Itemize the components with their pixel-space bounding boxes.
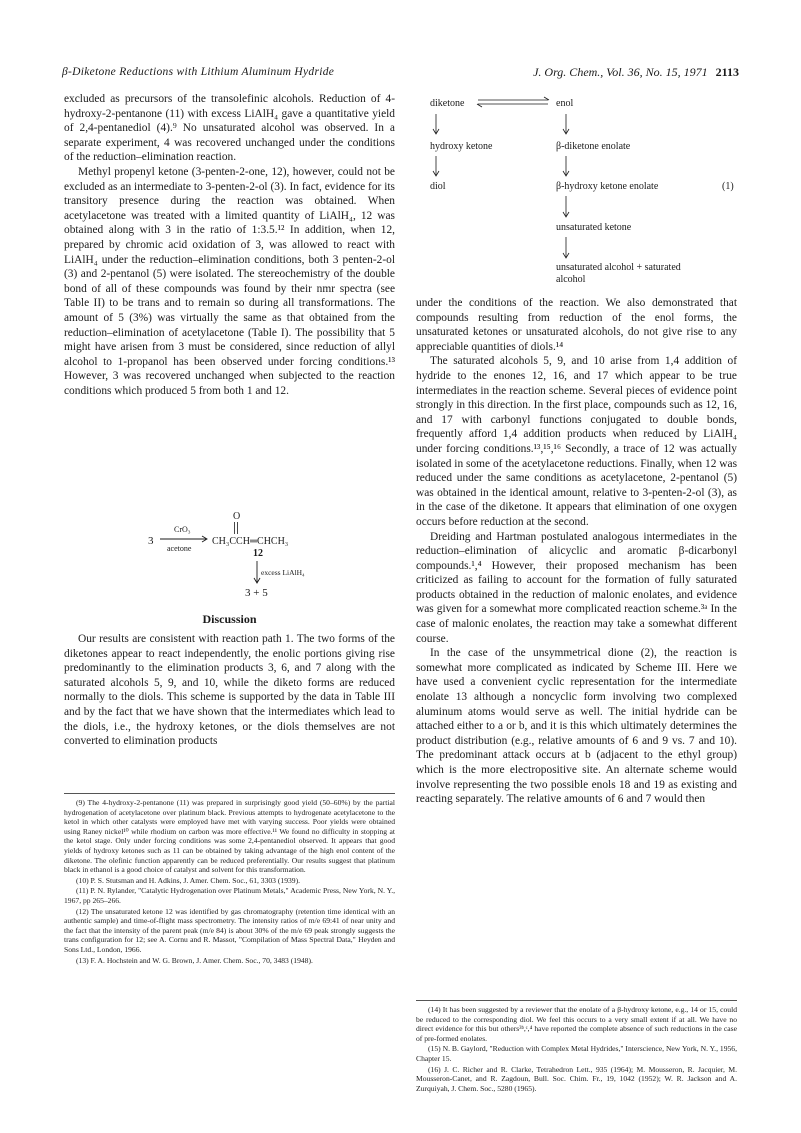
- scheme-unsaturated-ketone: unsaturated ketone: [556, 222, 632, 233]
- footnote: (12) The unsaturated ketone 12 was identified by gas chromatography (retention time identical with an authentic sample) and time-of-flight mass spectrometry. The intensity ratios of m/e 69:41 of near unity and the fact that the intensity of the parent peak (m/e 84) is about 30% of the m/e 69 peak strongly suggests the trans configuration for 12; see A. Cornu and R. Massot, "Compilation of Mass Spectral Data," Heyden and Sons Ltd., London, 1966.: [64, 906, 395, 954]
- scheme-final-products: 3 + 5: [245, 587, 268, 599]
- scheme-final-line1: unsaturated alcohol + saturated: [556, 262, 681, 273]
- scheme-final-line2: alcohol: [556, 274, 586, 285]
- reaction-scheme-1: [416, 92, 746, 292]
- footnote: (15) N. B. Gaylord, "Reduction with Complex Metal Hydrides," Interscience, New York, N. Y., 1956, Chapter 15.: [416, 1044, 737, 1063]
- paragraph: Our results are consistent with reaction path 1. The two forms of the diketones appear to react independently, the enolic portions giving rise predominantly to the elimination products 3, 6, and 7 along with the saturated alcohols 5, 9, and 10, while the diketo forms are reduced normally to the diols. This scheme is supported by the data in Table III and by the fact that we have shown that the intermediates which lead to the diols, i.e., the hydroxy ketones, or the diols themselves are not converted to elimination products: [64, 633, 395, 748]
- scheme-hydroxy-ketone: hydroxy ketone: [430, 141, 493, 152]
- footnote: (10) P. S. Stutsman and H. Adkins, J. Amer. Chem. Soc., 61, 3303 (1939).: [76, 875, 301, 885]
- paragraph: Dreiding and Hartman postulated analogous intermediates in the reduction–elimination of alicyclic and aromatic β-dicarbonyl compounds.¹,⁴ However, their proposed mechanism has been criticized as failing to account for the formation of fully saturated products obtained in the reduction of malonic enolates, and evidence was given for a somewhat more complicated reaction scheme.³ᵃ In the case of malonic enolates, the reaction may take a somewhat different course.: [416, 530, 737, 645]
- scheme-diketone: diketone: [430, 98, 465, 109]
- equation-number: (1): [722, 181, 734, 192]
- paragraph: Methyl propenyl ketone (3-penten-2-one, 12), however, could not be excluded as an intermediate to 3-penten-2-ol (3). In fact, evidence for its transitory presence during the reaction was obtained. When acetylacetone was treated with a limited quantity of LiAlH₄, 12 was obtained along with 3 in the ratio of 1:3.5.¹² In addition, when 12, prepared by chromic acid oxidation of 3, was allowed to react with LiAlH₄ under the reduction–elimination conditions, both 3 penten-2-ol (3) and 2-pentanol (5) were isolated. The stereochemistry of the double bond of all of these compounds was found by their nmr spectra (see Table II) to be trans and to remain so during all transformations. The amount of 5 (3%) was virtually the same as that obtained from the reduction–elimination of acetylacetone (Table I). The possibility that 5 might have arisen from 3 must be considered, since reduction of allyl alcohol to 1-propanol has been observed under forcing conditions.¹³ However, 3 was recovered unchanged when subjected to the reaction conditions which produced 5 from both 1 and 12.: [64, 165, 395, 397]
- paragraph: In the case of the unsymmetrical dione (2), the reaction is somewhat more complicated as indicated by Scheme III. Here we have used a convenient cyclic representation for the intermediate enolate 13 although a noncyclic form involving two complexed aluminum atoms would serve as well. The initial hydride can be attached either to a or b, and it is this which ultimately determines the product distribution (e.g., relative amounts of 6 and 9 vs. 7 and 10). The predominant attack occurs at b (adjacent to the ethyl group) which is the more electropositive site. An alternate scheme would involve representing the two possible enols 18 and 19 as existing and reacting separately. The relative amounts of 6 and 7 would then: [416, 647, 737, 806]
- reagent-top: CrO₃: [174, 525, 191, 534]
- reaction-scheme-oxidation: [140, 505, 360, 605]
- journal-citation: [533, 65, 739, 80]
- reagent-bottom: acetone: [167, 544, 192, 553]
- scheme-start: 3: [148, 535, 154, 547]
- section-heading-discussion: Discussion: [202, 612, 257, 626]
- product-formula: CH₃CCH═CHCH₃: [212, 536, 289, 547]
- paragraph: under the conditions of the reaction. We also demonstrated that compounds resulting from reduction of the enol forms, the unsaturated ketones or unsaturated alcohols, do not give rise to any appreciable quantities of diols.¹⁴: [416, 297, 737, 353]
- running-title: β-Diketone Reductions with Lithium Aluminum Hydride: [62, 66, 335, 78]
- left-column-text: [64, 92, 395, 398]
- reagent-lialh4: excess LiAlH₄: [261, 568, 305, 577]
- footnote: (9) The 4-hydroxy-2-pentanone (11) was prepared in surprisingly good yield (50–60%) by the partial hydrogenation of acetylacetone over platinum black. Previous attempts to hydrogenate acetylacetone to the ketol in which other catalysts were employed have met with varying success. Poor yields were obtained using Raney nickel¹⁰ while rhodium on carbon was more effective.¹¹ We found no difficulty in stopping at the ketol stage. Only under forcing conditions was some 2,4-pentanediol observed. It appears that good yields of hydroxy ketones such as 11 can be obtained by taking advantage of the high enol content of the diketone. The olefinic function apparently can be reduced preferentially. Our results suggest that platinum black in ethanol is a good choice of catalyst and solvent for this transformation.: [64, 798, 395, 875]
- footnotes-left: [64, 798, 395, 966]
- scheme-diol: diol: [430, 181, 446, 192]
- paragraph: The saturated alcohols 5, 9, and 10 arise from 1,4 addition of hydride to the enones 12, 16, and 17 which appear to be true intermediates in the reaction scheme. Several pieces of evidence point strongly in this direction. In the first place, compounds such as 12, 16, and 17 with carbonyl functions conjugated to double bonds, frequently afford 1,4 addition products when reduced by LiAlH₄ under forcing conditions.¹³,¹⁵,¹⁶ Secondly, a trace of 12 was actually isolated in some of the acetylacetone reductions. Finally, when 12 was reduced under the same conditions as acetylacetone, 2-pentanol (5) was obtained in the identical amount, relative to 3-penten-2-ol (3), as in the case of the diketone. It appears that elimination of one oxygen occurs before reduction at the second.: [416, 355, 737, 528]
- footnote-divider: [416, 1000, 737, 1001]
- scheme-enol: enol: [556, 98, 574, 109]
- journal-name: J. Org. Chem., Vol. 36, No. 15, 1971: [533, 65, 708, 79]
- product-number: 12: [253, 548, 263, 559]
- footnote-divider: [64, 793, 395, 794]
- right-column-text: [416, 296, 737, 807]
- paragraph: excluded as precursors of the transolefinic alcohols. Reduction of 4-hydroxy-2-pentanone (11) with excess LiAlH₄ gave a quantitative yield of 2,4-pentanediol (4).⁹ No unsaturated alcohol was observed. In a separate experiment, 4 was recovered unchanged under the conditions of the reduction–elimination reaction.: [64, 93, 395, 164]
- footnote: (14) It has been suggested by a reviewer that the enolate of a β-hydroxy ketone, e.g., 14 or 15, could be reduced to the corresponding diol. We feel this occurs to a very small extent if at all. We have no direct evidence for this but others³ᵇ,ᶜ,⁴ have reported the complete absence of such reductions in the case of pre-formed enolates.: [416, 1005, 737, 1043]
- footnote: (13) F. A. Hochstein and W. G. Brown, J. Amer. Chem. Soc., 70, 3483 (1948).: [76, 955, 313, 965]
- carbonyl-oxygen: O: [233, 511, 241, 522]
- arrow-head: [477, 104, 482, 107]
- footnote: (16) J. C. Richer and R. Clarke, Tetrahedron Lett., 935 (1964); M. Mousseron, R. Jacquier, M. Mousseron-Canet, and R. Zagdoun, Bull. Soc. Chim. Fr., 19, 1042 (1952); W. R. Jackson and A. Zurquiyah, J. Chem. Soc., 5280 (1965).: [416, 1064, 737, 1093]
- page-number: 2113: [715, 65, 739, 79]
- discussion-text: [64, 632, 395, 749]
- footnotes-right: [416, 1005, 737, 1094]
- arrow-head: [544, 97, 549, 100]
- footnote: (11) P. N. Rylander, "Catalytic Hydrogenation over Platinum Metals," Academic Press, New York, N. Y., 1967, pp 265–266.: [64, 886, 395, 905]
- scheme-diketone-enolate: β-diketone enolate: [556, 141, 631, 152]
- scheme-hydroxy-ketone-enolate: β-hydroxy ketone enolate: [556, 181, 659, 192]
